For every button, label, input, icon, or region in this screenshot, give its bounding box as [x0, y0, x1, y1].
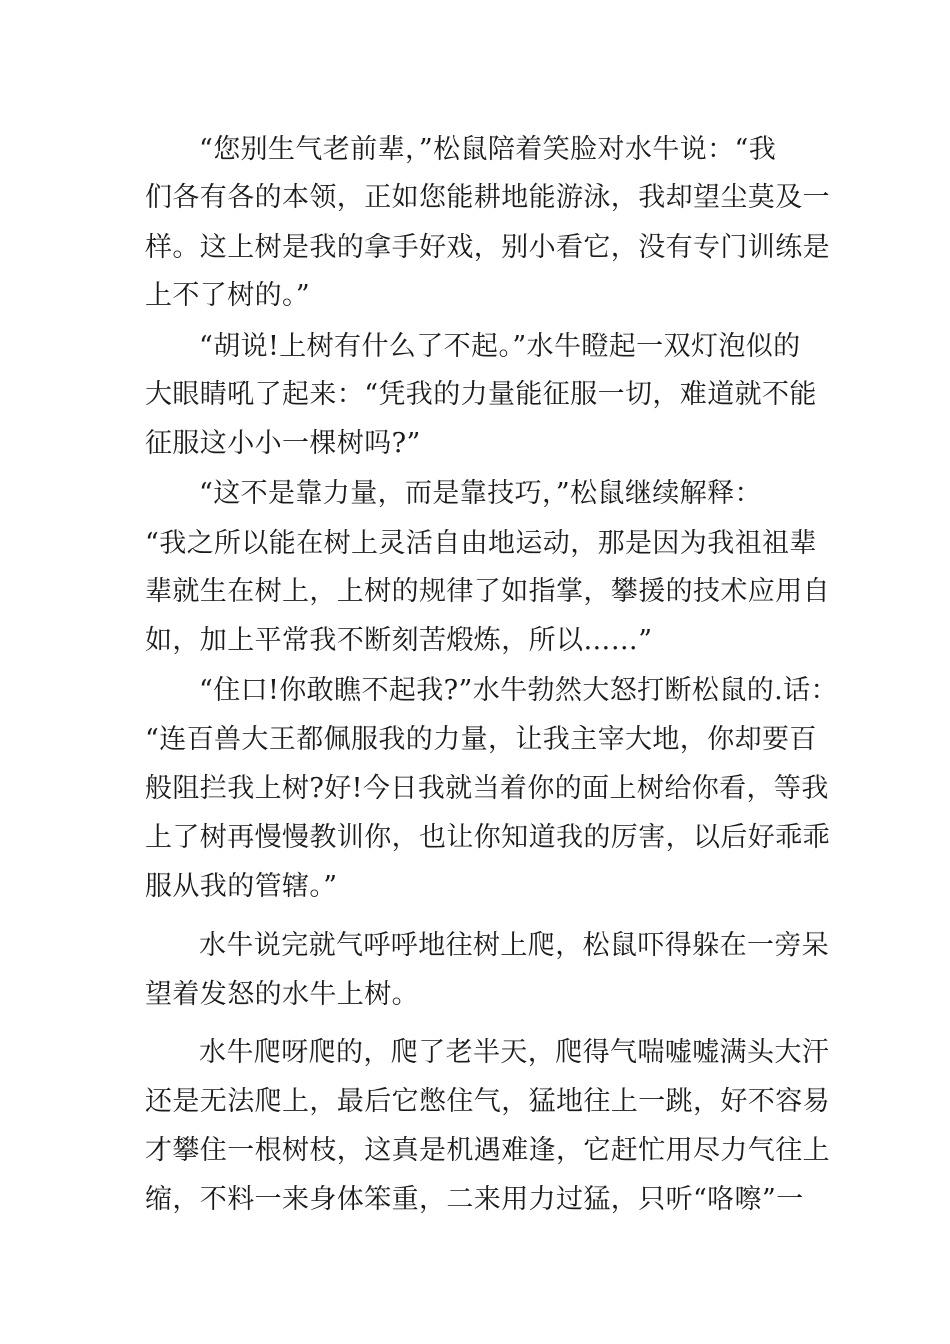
- text-line: “连百兽大王都佩服我的力量，让我主宰大地，你却要百: [145, 724, 817, 755]
- text-line: 如，加上平常我不断刻苦煅炼，所以……”: [145, 625, 653, 656]
- text-line: 望着发怒的水牛上树。: [145, 979, 419, 1010]
- text-line: 服从我的管辖。”: [145, 871, 338, 902]
- text-line: 辈就生在树上，上树的规律了如指掌，攀援的技术应用自: [145, 576, 830, 607]
- text-line: 才攀住一根树枝，这真是机遇难逢，它赶忙用尽力气往上: [145, 1135, 830, 1166]
- text-line: “住口!你敢瞧不起我?”水牛勃然大怒打断松鼠的.话：: [199, 675, 838, 706]
- text-line: 般阻拦我上树?好!今日我就当着你的面上树给你看，等我: [145, 773, 829, 804]
- text-line: 缩，不料一来身体笨重，二来用力过猛，只听“咯嚓”一: [145, 1184, 804, 1215]
- text-line: 还是无法爬上，最后它憋住气，猛地往上一跳，好不容易: [145, 1086, 830, 1117]
- text-line: 水牛说完就气呼呼地往树上爬，松鼠吓得躲在一旁呆: [199, 930, 830, 961]
- text-line: 们各有各的本领，正如您能耕地能游泳，我却望尘莫及一: [145, 182, 830, 213]
- text-line: “您别生气老前辈，”松鼠陪着笑脸对水牛说：“我: [199, 134, 777, 165]
- text-line: 征服这小小一棵树吗?”: [145, 428, 421, 459]
- text-line: “胡说!上树有什么了不起。”水牛瞪起一双灯泡似的: [199, 331, 801, 362]
- text-line: 样。这上树是我的拿手好戏，别小看它，没有专门训练是: [145, 232, 830, 263]
- text-line: 大眼睛吼了起来：“凭我的力量能征服一切，难道就不能: [145, 379, 817, 410]
- text-line: 上不了树的。”: [145, 280, 311, 311]
- text-line: 水牛爬呀爬的，爬了老半天，爬得气喘嘘嘘满头大汗: [199, 1037, 830, 1068]
- text-line: 上了树再慢慢教训你，也让你知道我的厉害，以后好乖乖: [145, 822, 830, 853]
- text-line: “这不是靠力量，而是靠技巧，”松鼠继续解释：: [199, 478, 762, 509]
- text-line: “我之所以能在树上灵活自由地运动，那是因为我祖祖辈: [145, 528, 817, 559]
